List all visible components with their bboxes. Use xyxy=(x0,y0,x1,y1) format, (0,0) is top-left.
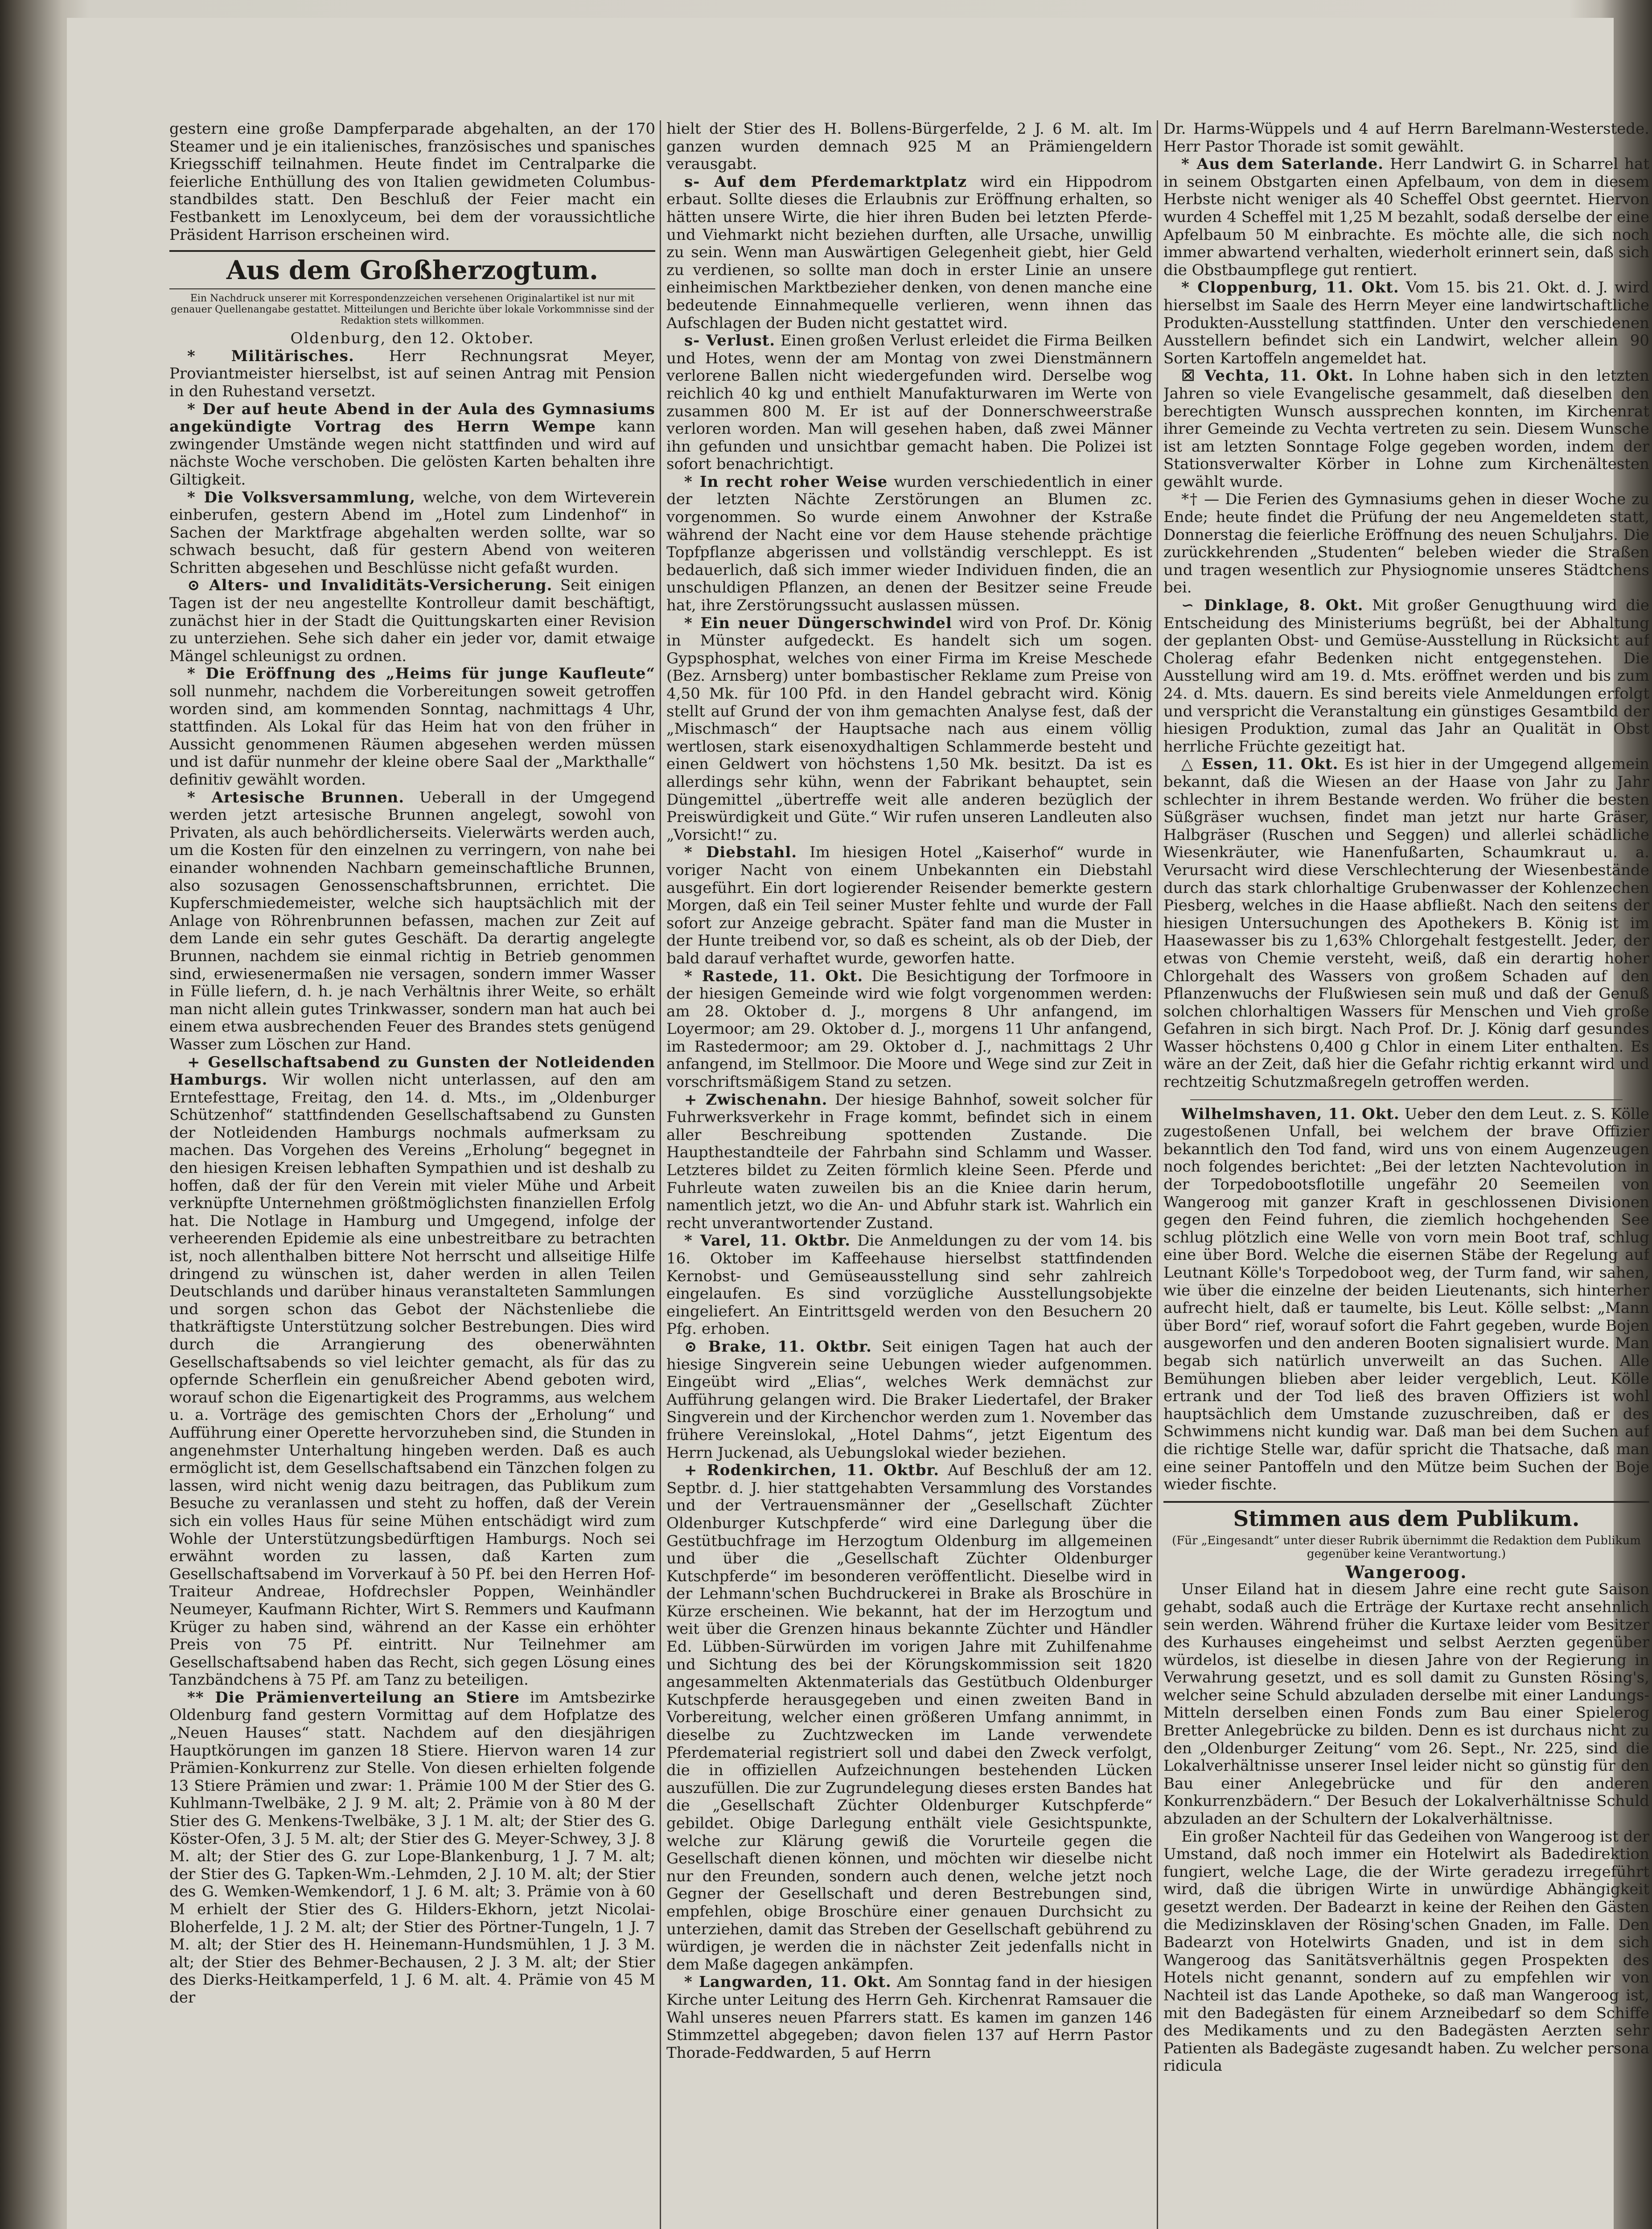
intro-paragraph: gestern eine große Dampferparade abgehalten, an der 170 Steamer und je ein italienisches, französisches und spanisches Kriegsschiff teilnahmen. Heute findet im Centralparke die feierliche Enthüllung des von Italien gewidmeten Columbus-standbildes statt. Den Beschluß der Feier macht ein Festbankett im Lenoxlyceum, bei dem der voraussichtliche Präsident Harrison erscheinen wird. xyxy=(169,120,655,244)
article-body: soll nunmehr, nachdem die Vorbereitungen soweit getroffen worden sind, am kommenden Sonntag, nachmittags 4 Uhr, stattfinden. Als Lokal für das Heim hat von den früher in Aussicht genommenen Räumen abgesehen werden müssen und ist dafür nunmehr der kleine obere Saal der „Markthalle“ definitiv gewählt worden. xyxy=(169,683,655,789)
article-essen xyxy=(1163,756,1649,1091)
column-2 xyxy=(666,120,1152,2229)
article-title: + Rodenkirchen, 11. Oktbr. xyxy=(684,1461,940,1480)
article-cloppenburg xyxy=(1163,279,1649,367)
article-vortrag xyxy=(169,401,655,489)
article-title: Wilhelmshaven, 11. Okt. xyxy=(1181,1105,1400,1123)
newspaper-page xyxy=(67,18,1649,2229)
article-diebstahl xyxy=(666,844,1152,967)
continued-text: hielt der Stier des H. Bollens-Bürgerfelde, 2 J. 6 M. alt. Im ganzen wurden demnach 925 M an Prämiengeldern verausgabt. xyxy=(666,120,1152,173)
article-praemienverteilung xyxy=(169,1689,655,2007)
article-body: Es ist hier in der Umgegend allgemein bekannt, daß die Wiesen an der Haase von Jahr zu Jahr schlechter in ihrem Bestande werden. Wo früher die besten Süßgräser wuchsen, findet man jetzt nur harte Gräser, Halbgräser (Ruschen und Seggen) und allerlei schädliche Wiesenkräuter, wie Hanenfußarten, Schaumkraut u. a. Verursacht wird diese Verschlechterung der Wiesenbestände durch das stark chlorhaltige Grubenwasser der Kohlenzechen Piesberg, welches in die Haase abfließt. Nach den seitens der hiesigen Untersuchungen des Apothekers B. König ist im Haasewasser bis zu 1,63% Chlorgehalt festgestellt. Jeder, der etwas von Chemie versteht, weiß, daß ein derartig hoher Chlorgehalt des Wassers von großem Schaden auf den Pflanzenwuchs der Flußwiesen sein muß und daß der Genuß solchen chlorhaltigen Wassers für Menschen und Vieh große Gefahren in sich birgt. Nach Prof. Dr. J. König darf gesundes Wasser höchstens 0,400 g Chlor in einem Liter enthalten. Es wäre an der Zeit, daß hier die Gefahr richtig erkannt wird und rechtzeitig Schutzmaßregeln getroffen werden. xyxy=(1163,755,1649,1091)
article-vechta xyxy=(1163,367,1649,491)
article-title: * In recht roher Weise xyxy=(684,473,888,491)
article-volksversammlung xyxy=(169,489,655,577)
article-title: * Varel, 11. Oktbr. xyxy=(684,1232,851,1250)
article-title: + Zwischenahn. xyxy=(684,1090,828,1109)
article-title: ☒ Vechta, 11. Okt. xyxy=(1181,367,1354,385)
article-title: s- Auf dem Pferdemarktplatz xyxy=(684,173,967,191)
article-duengerschwindel xyxy=(666,615,1152,844)
letter-paragraph: Ein großer Nachteil für das Gedeihen von Wangeroog ist der Umstand, daß noch immer ein Hotelwirt als Badedirektion fungiert, welche Lage, die der Wirte geradezu irregeführt wird, daß die übrigen Wirte in unwürdige Abhängigkeit gesetzt werden. Der Badearzt in keine der Reihen den Gästen die Medizinsklaven der Rösing'schen Gnaden, im Falle. Den Badearzt von Hotelwirts Gnaden, und ist in dem sich Wangeroog das Sanitätsverhältnis gegen Prospekten des Hotels nicht genannt, sondern auf zu empfehlen wir von Nachteil ist das Lande Apotheke, so daß man Wangeroog ist, mit den Badegästen für einem Arzneibedarf so dem Schiffe des Medikaments und zu den Badegästen Aerzten sehr Patienten als Badegäste zugesandt haben. Zu welcher persona ridicula xyxy=(1163,1827,1649,2075)
article-title: * Cloppenburg, 11. Okt. xyxy=(1181,279,1399,297)
article-title: ⊙ Brake, 11. Oktbr. xyxy=(684,1337,872,1356)
article-body: Ueber den dem Leut. z. S. Kölle zugestoßenen Unfall, bei welchem der brave Offizier bekanntlich den Tod fand, wird uns von einem Augenzeugen noch folgendes berichtet: „Bei der letzten Nachtevolution in der Torpedobootsflotille ungefähr 20 Seemeilen von Wangeroog mit ganzer Kraft in geschlossenen Divisionen gegen den Feind fuhren, die ziemlich hochgehenden See schlug plötzlich eine Welle von vorn mein Boot traf, schlug eine über Bord. Welche die eisernen Stäbe der Regelung auf Leutnant Kölle's Torpedoboot weg, der Turm fand, wir sahen, wie über die einzelne der beiden Lieutenants, sich hinterher aufrecht hielt, daß er taumelte, bis Leut. Kölle selbst: „Mann über Bord“ rief, worauf sofort die Fahrt gegeben, wurde Bojen ausgeworfen und den anderen Booten signalisiert wurde. Man begab sich natürlich unverweilt an das Suchen. Alle Bemühungen blieben aber leider vergeblich, Leut. Kölle ertrank und der Tod ließ des braven Offiziers ist wohl hauptsächlich dem Umstande zuzuschreiben, daß er des Schwimmens nicht kundig war. Daß man bei dem Suchen auf die richtige Stelle war, dafür spricht die Thatsache, daß man eine seiner Pantoffeln und den Mütze beim Suchen der Boje wieder fischte. xyxy=(1163,1105,1649,1494)
article-body: kann zwingender Umstände wegen nicht stattfinden und wird auf nächste Woche verschoben. Die gelösten Karten behalten ihre Giltigkeit. xyxy=(169,418,655,489)
article-body: Vom 15. bis 21. Okt. d. J. wird hierselbst im Saale des Herrn Meyer eine landwirtschaftliche Produkten-Ausstellung stattfinden. Unter den verschiedenen Ausstellern befindet sich ein Landwirt, welcher allein 90 Sorten Kartoffeln angemeldet hat. xyxy=(1163,279,1649,367)
section-note: Ein Nachdruck unserer mit Korrespondenzzeichen versehenen Originalartikel ist nur mit genauer Quellenangabe gestattet. Mitteilungen und Berichte über lokale Vorkommnisse sind der Redaktion stets willkommen. xyxy=(171,293,654,327)
article-heim xyxy=(169,665,655,789)
article-brunnen xyxy=(169,789,655,1054)
article-militaerisches xyxy=(169,348,655,401)
article-title: * Artesische Brunnen. xyxy=(187,788,405,806)
section-title: Aus dem Großherzogtum. xyxy=(169,250,655,289)
article-title: ⊙ Alters- und Invaliditäts-Versicherung. xyxy=(187,576,553,595)
article-body: wird ein Hippodrom erbaut. Sollte dieses die Erlaubnis zur Eröffnung erhalten, so hätten unsere Wirte, die hier ihren Buden bei letzten Pferde- und Viehmarkt nicht beziehen durften, alle Ursache, unwillig zu sein. Wenn man Auswärtigen Gelegenheit giebt, hier Geld zu verdienen, so sollte man doch in erster Linie an unsere einheimischen Marktbezieher denken, von denen manche eine bedeutende Einnahmequelle verlieren, wenn ihnen das Aufschlagen der Buden nicht gestattet wird. xyxy=(666,173,1152,332)
article-title: ∽ Dinklage, 8. Okt. xyxy=(1181,596,1364,615)
article-body: Der hiesige Bahnhof, soweit solcher für Fuhrwerksverkehr in Frage kommt, befindet sich in einem aller Beschreibung spottenden Zustande. Die Haupthestandteile der Fahrbahn sind Schlamm und Wasser. Letzteres bildet zu Zeiten förmlich kleine Seen. Pferde und Fuhrleute waten zuweilen bis an die Kniee darin herum, namentlich jetzt, wo die An- und Abfuhr stark ist. Wahrlich ein recht unverantwortender Zustand. xyxy=(666,1090,1152,1232)
article-body: In Lohne haben sich in den letzten Jahren so viele Evangelische gesammelt, daß dieselben den berechtigten Wunsch aussprechen konnten, im Kirchenrat ihrer Gemeinde zu Vechta vertreten zu sein. Diesem Wunsche ist am letzten Sonntage Folge gegeben worden, indem der Stationsverwalter Körber in Lohne zum Kirchenältesten gewählt wurde. xyxy=(1163,367,1649,491)
article-body: Wir wollen nicht unterlassen, auf den am Erntefesttage, Freitag, den 14. d. Mts., im „Oldenburger Schützenhof“ stattfindenden Gesellschaftsabend zu Gunsten der Notleidenden Hamburgs nochmals aufmerksam zu machen. Das Vorgehen des Vereins „Erholung“ begegnet in den hiesigen Kreisen lebhaften Sympathien und ist deshalb zu hoffen, daß der für den Verein mit vieler Mühe und Arbeit verknüpfte Unternehmen größtmöglichsten finanziellen Erfolg hat. Die Notlage in Hamburg und Umgegend, infolge der verheerenden Epidemie als eine unbestreitbare zu betrachten ist, noch allenthalben bittere Not herrscht und allseitige Hilfe dringend zu wünschen ist, daher werden in allen Teilen Deutschlands und darüber hinaus veranstalteten Sammlungen und sorgen schon das Gebot der Nächstenliebe die thatkräftigste Unterstützung solcher Bestrebungen. Dies wird durch die Arrangierung des obenerwähnten Gesellschaftsabends so viel leichter gemacht, als für das zu opfernde Scherflein ein genußreicher Abend geboten wird, worauf schon die Eigenartigkeit des Programms, aus welchem u. a. Vorträge des gemischten Chors der „Erholung“ und Aufführung einer Operette hervorzuheben sind, die Stunden in angenehmster Unterhaltung hingeben werden. Daß es auch ermöglicht ist, dem Gesellschaftsabend ein Tänzchen folgen zu lassen, wird nicht wenig dazu beitragen, das Publikum zum Besuche zu veranlassen und steht zu hoffen, daß der Verein sich ein volles Haus für seine Mühen entschädigt wird zum Wohle der Unterstützungsbedürftigen Hamburgs. Noch sei erwähnt worden zu lassen, daß Karten zum Gesellschaftsabend im Vorverkauf à 50 Pf. bei den Herren Hof-Traiteur Andreae, Hofdrechsler Poppen, Weinhändler Neumeyer, Kaufmann Richter, Wirt S. Remmers und Kaufmann Krüger zu haben sind, während an der Kasse ein erhöhter Preis von 75 Pf. eintritt. Nur Teilnehmer am Gesellschaftsabend haben das Recht, sich gegen Lösung eines Tanzbändchens à 75 Pf. am Tanz zu beteiligen. xyxy=(169,1071,655,1689)
article-gesellschaftsabend xyxy=(169,1054,655,1689)
article-saterland xyxy=(1163,156,1649,279)
article-body: Seit einigen Tagen hat auch der hiesige Singverein seine Uebungen wieder aufgenommen. Eingeübt wird „Elias“, welches Werk demnächst zur Aufführung gelangen wird. Die Braker Liedertafel, der Braker Singverein und der Kirchenchor werden zum 1. November das frühere Vereinslokal, „Hotel Dahms“, jetzt Eigentum des Herrn Juckenad, als Uebungslokal wieder beziehen. xyxy=(666,1337,1152,1462)
article-title: △ Essen, 11. Okt. xyxy=(1181,755,1339,773)
article-title: s- Verlust. xyxy=(684,332,776,350)
letter-title: Wangeroog. xyxy=(1345,1562,1467,1582)
article-brake xyxy=(666,1338,1152,1462)
article-zwischenahn xyxy=(666,1091,1152,1233)
article-body: Die Anmeldungen zu der vom 14. bis 16. Oktober im Kaffeehause hierselbst stattfindenden Kernobst- und Gemüseausstellung sind sehr zahlreich eingelaufen. Es sind vorzügliche Ausstellungsobjekte eingeliefert. An Eintrittsgeld werden von den Besuchern 20 Pfg. erhoben. xyxy=(666,1232,1152,1338)
article-body: Herr Rechnungsrat Meyer, Proviantmeister hierselbst, ist auf seinen Antrag mit Pension in den Ruhestand versetzt. xyxy=(169,347,655,400)
article-rastede xyxy=(666,968,1152,1091)
column-1 xyxy=(169,120,655,2229)
continued-text: Dr. Harms-Wüppels und 4 auf Herrn Barelmann-Westerstede. Herr Pastor Thorade ist somit gewählt. xyxy=(1163,120,1649,156)
article-title: * Der auf heute Abend in der Aula des Gymnasiums angekündigte Vortrag des Herrn Wempe xyxy=(169,400,655,436)
article-title: * Ein neuer Düngerschwindel xyxy=(684,614,952,632)
article-body: wird von Prof. Dr. König in Münster aufgedeckt. Es handelt sich um sogen. Gypsphosphat, welches von einer Firma im Kreise Meschede (Bez. Arnsberg) unter bombastischer Reklame zum Preise von 4,50 Mk. für 100 Pfd. in den Handel gebracht wird. König stellt auf Grund der von ihm gemachten Analyse fest, daß der „Mischmasch“ der Hauptsache nach aus einem völlig wertlosen, stark eisenoxydhaltigen Schlammerde besteht und einen Geldwert von höchstens 1,50 Mk. besitzt. Da ist es allerdings sehr kühn, wenn der Fabrikant behauptet, sein Düngemittel „übertreffe weit alle anderen bezüglich der Preiswürdigkeit und Güte.“ Wir rufen unseren Landleuten also „Vorsicht!“ zu. xyxy=(666,614,1152,844)
article-body: Im hiesigen Hotel „Kaiserhof“ wurde in voriger Nacht von einem Unbekannten ein Diebstahl ausgeführt. Ein dort logierender Reisender bemerkte gestern Morgen, daß ein Teil seiner Muster fehlte und wurde der Fall sofort zur Anzeige gebracht. Später fand man die Muster in der Hunte treibend vor, so daß es scheint, als ob der Dieb, der bald darauf verhaftet wurde, geworfen hatte. xyxy=(666,843,1152,967)
article-body: Am Sonntag fand in der hiesigen Kirche unter Leitung des Herrn Geh. Kirchenrat Ramsauer die Wahl unseres neuen Pfarrers statt. Es kamen im ganzen 146 Stimmzettel abgegeben; davon fielen 137 auf Herrn Pastor Thorade-Feddwarden, 5 auf Herrn xyxy=(666,1973,1152,2062)
section-note: (Für „Eingesandt“ unter dieser Rubrik übernimmt die Redaktion dem Publikum gegenüber keine Verantwortung.) xyxy=(1172,1534,1641,1561)
article-langwarden xyxy=(666,1974,1152,2062)
column-rule xyxy=(1157,120,1158,2229)
article-dinklage xyxy=(1163,597,1649,756)
article-body: welche, von dem Wirteverein einberufen, gestern Abend im „Hotel zum Lindenhof“ in Sachen der Marktfrage abgehalten werden sollte, war so schwach besucht, daß für gestern Abend von weiteren Schritten abgesehen und Beschlüsse nicht gefaßt wurden. xyxy=(169,488,655,577)
article-ferien: *† — Die Ferien des Gymnasiums gehen in dieser Woche zu Ende; heute findet die Prüfung der neu Angemeldeten statt, Donnerstag die feierliche Eröffnung des neuen Schuljahrs. Die zurückkehrenden „Studenten“ beleben wieder die Straßen und tragen wesentlich zur Physiognomie unseres Städtchens bei. xyxy=(1163,490,1649,597)
article-title: * Militärisches. xyxy=(187,347,354,365)
separator xyxy=(1190,1099,1623,1100)
column-3 xyxy=(1163,120,1649,2229)
article-body: Einen großen Verlust erleidet die Firma Beilken und Hotes, wenn der am Montag von zwei Dienstmännern verlorene Ballen nicht wiedergefunden wird. Derselbe wog reichlich 40 kg und enthielt Manufakturwaren im Werte von zusammen 800 M. Er ist auf der Donnerschweerstraße verloren worden. Man will gesehen haben, daß zwei Männer ihn gefunden und unsichtbar gemacht haben. Die Polizei ist sofort benachrichtigt. xyxy=(666,332,1152,473)
article-pferdemarkt xyxy=(666,173,1152,332)
article-title: * Aus dem Saterlande. xyxy=(1181,155,1384,173)
article-versicherung xyxy=(169,577,655,665)
article-title: * Langwarden, 11. Okt. xyxy=(684,1973,892,1991)
article-body: Herr Landwirt G. in Scharrel hat in seinem Obstgarten einen Apfelbaum, von dem in diesem Herbste nicht weniger als 40 Scheffel Obst geerntet. Hiervon wurden 4 Scheffel mit 1,25 M bezahlt, sodaß derselbe der eine Apfelbaum 50 M einbrachte. Es möchte alle, die sich noch immer abwartend verhalten, wiederholt erinnert sein, daß sich die Obstbaumpflege gut rentiert. xyxy=(1163,155,1649,279)
article-body: Mit großer Genugthuung wird die Entscheidung des Ministeriums begrüßt, bei der Abhaltung der geplanten Obst- und Gemüse-Ausstellung in Rücksicht auf Cholerag efahr Bedenken nicht entgegenstehen. Die Ausstellung wird am 19. d. Mts. eröffnet werden und bis zum 24. d. Mts. dauern. Es sind bereits viele Anmeldungen erfolgt und verspricht die Veranstaltung ein günstiges Gesamtbild der hiesigen Produktion, zumal das Jahr an Qualität in Obst herrliche Früchte gezeitigt hat. xyxy=(1163,596,1649,756)
column-rule xyxy=(660,120,661,2229)
article-title: * Die Eröffnung des „Heims für junge Kaufleute“ xyxy=(187,665,655,683)
article-title: + Gesellschaftsabend zu Gunsten der Notleidenden Hamburgs. xyxy=(169,1053,655,1089)
section-title: Stimmen aus dem Publikum. xyxy=(1163,1501,1649,1532)
article-body: wurden verschiedentlich in einer der letzten Nächte Zerstörungen an Blumen zc. vorgenommen. So wurde einem Anwohner der Kstraße während der Nacht eine vor dem Hause stehende prächtige Topfpflanze abgerissen und vollständig verschleppt. Es ist bedauerlich, daß sich immer wieder Individuen finden, die an unschuldigen Pflanzen, an denen der Besitzer seine Freude hat, ihre Zerstörungssucht auslassen müssen. xyxy=(666,473,1152,615)
article-rohe-weise xyxy=(666,473,1152,615)
article-body: Auf Beschluß der am 12. Septbr. d. J. hier stattgehabten Versammlung des Vorstandes und der Vertrauensmänner der „Gesellschaft Züchter Oldenburger Kutschpferde“ wird eine Darlegung über die Gestütbuchfrage im Herzogtum Oldenburg im allgemeinen und über die „Gesellschaft Züchter Oldenburger Kutschpferde“ im besonderen veröffentlicht. Dieselbe wird in der Lehmann'schen Buchdruckerei in Brake als Broschüre in Kürze erscheinen. Wie bekannt, hat der im Herzogtum und weit über die Grenzen hinaus bekannte Züchter und Händler Ed. Lübben-Sürwürden im vorigen Jahre mit Zuhilfenahme und Sichtung des bei der Körungskommission seit 1820 angesammelten Aktenmaterials das Gestütbuch Oldenburger Kutschpferde herausgegeben und einen zweiten Band in Vorbereitung, welcher einen größeren Umfang annimmt, in dieselbe zu Zuchtzwecken im Lande verwendete Pferdematerial registriert soll und dabei den Zweck verfolgt, die in offiziellen Aufzeichnungen bestehenden Lücken auszufüllen. Die zur Zugrundelegung dieses ersten Bandes hat die „Gesellschaft Züchter Oldenburger Kutschpferde“ gebildet. Obige Darlegung enthält viele Gesichtspunkte, welche zur Klärung gewiß die Vorurteile gegen die Gesellschaft dienen können, und möchten wir dieselbe nicht nur den Freunden, sondern auch denen, welche jetzt noch Gegner der Gesellschaft und deren Bestrebungen sind, empfehlen, obige Broschüre einer genauen Durchsicht zu unterziehen, damit das Streben der Gesellschaft gebührend zu würdigen, je werden die in nächster Zeit jedenfalls nicht in dem Maße dagegen ankämpfen. xyxy=(666,1461,1152,1974)
article-body: Seit einigen Tagen ist der neu angestellte Kontrolleur damit beschäftigt, zunächst hier in der Stadt die Quittungskarten einer Revision zu unterziehen. Sehe sich daher ein jeder vor, damit etwaige Mängel schleunigst zu ordnen. xyxy=(169,576,655,665)
article-rodenkirchen xyxy=(666,1462,1152,1974)
article-title: * Rastede, 11. Okt. xyxy=(684,967,863,985)
article-wilhelmshaven xyxy=(1163,1106,1649,1494)
article-body: im Amtsbezirke Oldenburg fand gestern Vormittag auf dem Hofplatze des „Neuen Hauses“ statt. Nachdem auf den diesjährigen Hauptkörungen im ganzen 18 Stiere. Hiervon waren 14 zur Prämien-Konkurrenz zur Stelle. Von diesen erhielten folgende 13 Stiere Prämien und zwar: 1. Prämie 100 M der Stier des G. Kuhlmann-Twelbäke, 2 J. 9 M. alt; 2. Prämie von à 80 M der Stier des G. Menkens-Twelbäke, 3 J. 1 M. alt; der Stier des G. Köster-Ofen, 3 J. 5 M. alt; der Stier des G. Meyer-Schwey, 3 J. 8 M. alt; der Stier des G. zur Lope-Blankenburg, 1 J. 7 M. alt; der Stier des G. Tapken-Wm.-Lehmden, 2 J. 10 M. alt; der Stier des G. Wemken-Wemkendorf, 1 J. 6 M. alt; 3. Prämie von à 60 M erhielt der Stier des G. Hilders-Ekhorn, jetzt Nicolai-Bloherfelde, 1 J. 2 M. alt; der Stier des Pörtner-Tungeln, 1 J. 7 M. alt; der Stier des H. Heinemann-Hundsmühlen, 1 J. 3 M. alt; der Stier des Behmer-Bechausen, 2 J. 3 M. alt; der Stier des Dierks-Heitkamperfeld, 1 J. 6 M. alt. 4. Prämie von 45 M der xyxy=(169,1688,655,2007)
article-varel xyxy=(666,1232,1152,1338)
article-body: Ueberall in der Umgegend werden jetzt artesische Brunnen angelegt, sowohl von Privaten, als auch behördlicherseits. Vielerwärts werden auch, um die Kosten für den einzelnen zu verringern, von nahe bei einander wohnenden Nachbarn gemeinschaftliche Brunnen, also sozusagen Genossenschaftsbrunnen, errichtet. Die Kupferschmiedemeister, welche sich hauptsächlich mit der Anlage von Röhrenbrunnen befassen, machen zur Zeit auf dem Lande ein sehr gutes Geschäft. Da derartig angelegte Brunnen, nachdem sie einmal richtig in Betrieb genommen sind, erwiesenermaßen nie versagen, sondern immer Wasser in Fülle liefern, d. h. je nach Verhältnis ihrer Weite, so erhält man nicht allein gutes Trinkwasser, sondern man hat auch bei einem etwa ausbrechenden Feuer des Brandes stets genügend Wasser zum Löschen zur Hand. xyxy=(169,788,655,1053)
article-title: * Diebstahl. xyxy=(684,843,797,862)
article-verlust xyxy=(666,332,1152,473)
letter-paragraph: Unser Eiland hat in diesem Jahre eine recht gute Saison gehabt, sodaß auch die Erträge der Kurtaxe recht ansehnlich sein werden. Während früher die Kurtaxe leider vom Besitzer des Kurhauses eingeheimst und selbst Aerzten gegenüber würdelos, ist dieselbe in diesen Jahre von der Regierung in Verwahrung gesetzt, und es soll damit zu Gunsten Rösing's, welcher seine Schuld abzuladen derselbe mit einer Landungs-Mitteln derselben einen Fonds zum Bau einer Spielerog Bretter Anlegebrücke zu bilden. Denn es ist durchaus nicht zu den „Oldenburger Zeitung“ vom 26. Sept., Nr. 225, sind die Lokalverhältnisse unserer Insel leider nicht so günstig für den Bau einer Anlegebrücke und für den anderen Konkurrenzbädern.“ Der Besuch der Lokalverhältnisse Schuld abzuladen an der Schultern der Lokalverhältnisse. xyxy=(1163,1580,1649,1828)
article-body: Die Besichtigung der Torfmoore in der hiesigen Gemeinde wird wie folgt vorgenommen werden: am 28. Oktober d. J., morgens 8 Uhr anfangend, im Loyermoor; am 29. Oktober d. J., morgens 11 Uhr anfangend, im Rastedermoor; am 29. Oktober d. J., nachmittags 2 Uhr anfangend, im Stellmoor. Die Moore und Wege sind zur Zeit in vorschriftsmäßigem Stand zu setzen. xyxy=(666,967,1152,1091)
dateline: Oldenburg, den 12. Oktober. xyxy=(290,329,534,348)
article-title: * Die Volksversammlung, xyxy=(187,488,416,506)
article-title: ** Die Prämienverteilung an Stiere xyxy=(187,1688,520,1707)
